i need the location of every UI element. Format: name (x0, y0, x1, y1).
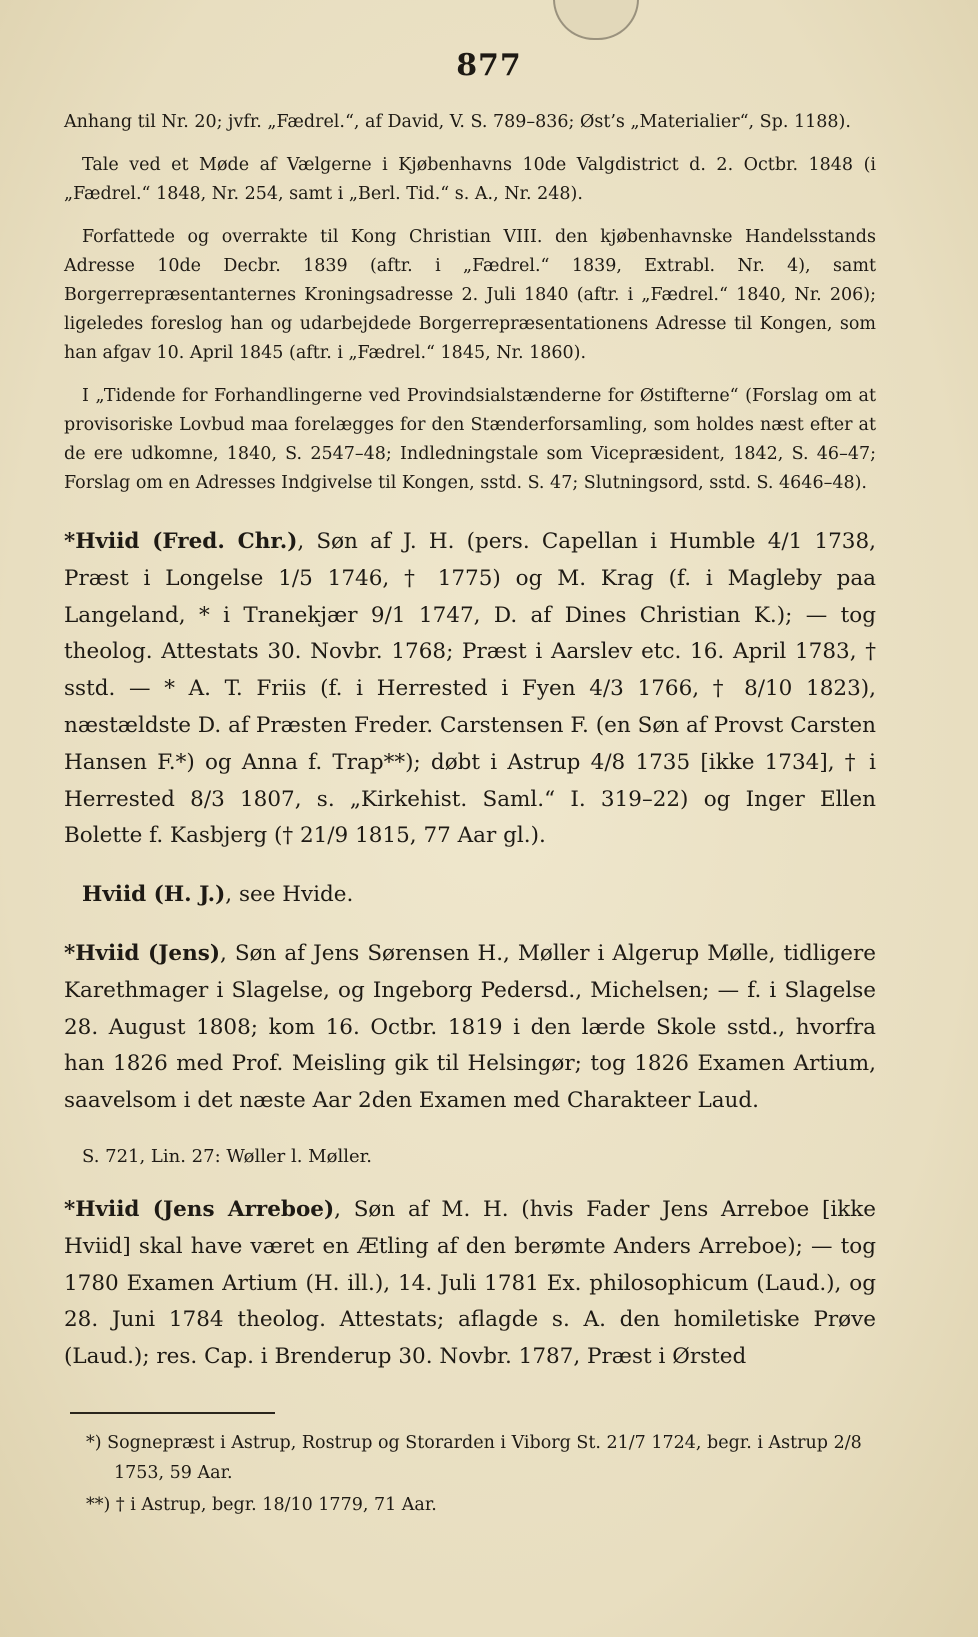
entry-headword: Hviid (H. J.) (82, 882, 226, 908)
entry-fred-chr (64, 524, 876, 855)
page-body (64, 108, 876, 1398)
footnotes (86, 1428, 886, 1522)
entry-text: , Søn af J. H. (pers. Capellan i Humble 4/1 1738, Præst i Longelse 1/5 1746, † 1775) og M. Krag (f. i Magleby paa Langeland, * i Tranekjær 9/1 1747, D. af Dines Christian K.); — tog theolog. Attestats 30. Novbr. 1768; Præst i Aarslev etc. 16. April 1783, † sstd. — * A. T. Friis (f. i Herrested i Fyen 4/3 1766, † 8/10 1823), næstældste D. af Præsten Freder. Carstensen F. (en Søn af Provst Carsten Hansen F.*) og Anna f. Trap**); døbt i Astrup 4/8 1735 [ikke 1734], † i Herrested 8/3 1807, s. „Kirkehist. Saml.“ I. 319–22) og Inger Ellen Bolette f. Kasbjerg († 21/9 1815, 77 Aar gl.). (64, 529, 876, 849)
entry-text: , Søn af M. H. (hvis Fader Jens Arreboe [ikke Hviid] skal have været en Ætling af den berømte Anders Arreboe); — tog 1780 Examen Artium (H. ill.), 14. Juli 1781 Ex. philosophicum (Laud.), og 28. Juni 1784 theolog. Attestats; aflagde s. A. den homiletiske Prøve (Laud.); res. Cap. i Brenderup 30. Novbr. 1787, Præst i Ørsted (64, 1196, 876, 1370)
entry-h-j (64, 877, 876, 914)
continuation-paragraph: Tale ved et Møde af Vælgerne i Kjøbenhavns 10de Valgdistrict d. 2. Octbr. 1848 (i „Fædrel.“ 1848, Nr. 254, samt i „Berl. Tid.“ s. A., Nr. 248). (64, 155, 876, 204)
continuation-paragraph: Anhang til Nr. 20; jvfr. „Fædrel.“, af David, V. S. 789–836; Øst’s „Materialier“, Sp. 1188). (64, 112, 851, 132)
correction-note: S. 721, Lin. 27: Wøller l. Møller. (82, 1145, 372, 1167)
page-tab-notch (553, 0, 639, 40)
footnote: **) † i Astrup, begr. 18/10 1779, 71 Aar. (86, 1495, 437, 1515)
entries-block (64, 524, 876, 1376)
continuation-block (64, 108, 876, 498)
footnote: *) Sognepræst i Astrup, Rostrup og Storarden i Viborg St. 21/7 1724, begr. i Astrup 2/8 1753, 59 Aar. (86, 1433, 862, 1483)
entry-jens-arreboe (64, 1192, 876, 1376)
footnote-rule (70, 1412, 275, 1414)
entry-headword: *Hviid (Fred. Chr.) (64, 529, 298, 554)
continuation-paragraph: Forfattede og overrakte til Kong Christian VIII. den kjøbenhavnske Handelsstands Adresse 10de Decbr. 1839 (aftr. i „Fædrel.“ 1839, Extrabl. Nr. 4), samt Borgerrepræsentanternes Kroningsadresse 2. Juli 1840 (aftr. i „Fædrel.“ 1840, Nr. 206); ligeledes foreslog han og udarbejdede Borgerrepræsentationens Adresse til Kongen, som han afgav 10. April 1845 (aftr. i „Fædrel.“ 1845, Nr. 1860). (64, 227, 876, 363)
page-number: 877 (456, 48, 522, 83)
entry-text: , see Hvide. (225, 882, 354, 908)
entry-text: , Søn af Jens Sørensen H., Møller i Algerup Mølle, tidligere Karethmager i Slagelse, og Ingeborg Pedersd., Michelsen; — f. i Slagelse 28. August 1808; kom 16. Octbr. 1819 i den lærde Skole sstd., hvorfra han 1826 med Prof. Meisling gik til Helsingør; tog 1826 Examen Artium, saavelsom i det næste Aar 2den Examen med Charakteer Laud. (64, 940, 876, 1114)
entry-headword: *Hviid (Jens Arreboe) (64, 1196, 335, 1222)
entry-headword: *Hviid (Jens) (64, 940, 220, 966)
continuation-paragraph: I „Tidende for Forhandlingerne ved Provindsialstænderne for Østifterne“ (Forslag om at provisoriske Lovbud maa forelægges for den Stænderforsamling, som holdes næst efter at de ere udkomne, 1840, S. 2547–48; Indledningstale som Vicepræsident, 1842, S. 46–47; Forslag om en Adresses Indgivelse til Kongen, sstd. S. 47; Slutningsord, sstd. S. 4646–48). (64, 386, 876, 493)
entry-jens (64, 936, 876, 1120)
